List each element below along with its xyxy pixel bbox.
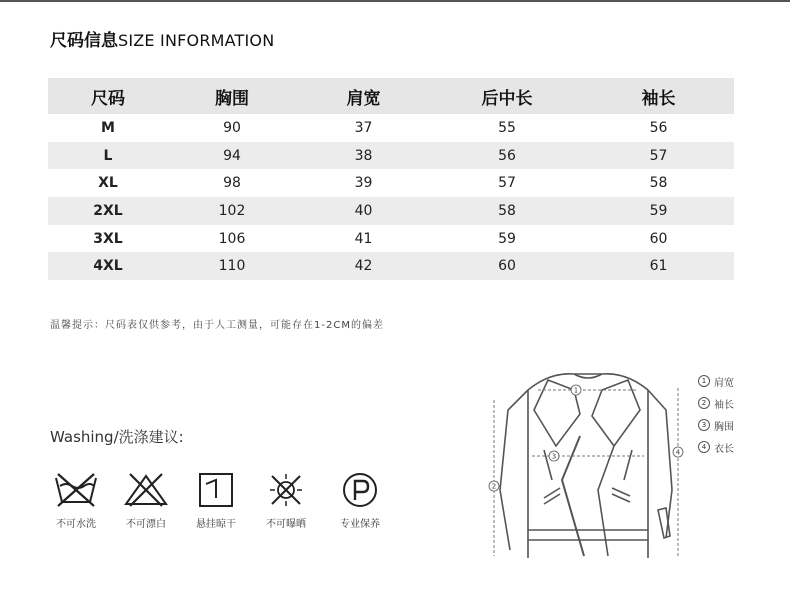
header-size: 尺码 xyxy=(91,88,125,109)
legend-item xyxy=(698,436,734,458)
table-row xyxy=(48,197,734,225)
cell-shoulder: 41 xyxy=(354,230,373,247)
legend-num: 2 xyxy=(698,397,710,409)
top-border-line xyxy=(0,0,790,2)
no-wash-icon xyxy=(52,470,100,510)
cell-size: XL xyxy=(98,175,118,192)
legend-item xyxy=(698,370,734,392)
header-back-length: 后中长 xyxy=(481,88,533,109)
jacket-diagram xyxy=(488,360,688,560)
marker-3: 3 xyxy=(551,452,557,461)
table-row xyxy=(48,169,734,197)
table-row xyxy=(48,142,734,170)
diagram-legend xyxy=(698,370,734,458)
title-en: SIZE INFORMATION xyxy=(118,31,275,50)
wash-label: 专业保养 xyxy=(340,519,380,530)
cell-sleeve: 61 xyxy=(649,258,668,275)
cell-sleeve: 59 xyxy=(649,202,668,219)
legend-label: 胸围 xyxy=(714,421,734,433)
legend-label: 袖长 xyxy=(714,399,734,411)
cell-size: 4XL xyxy=(93,258,123,275)
marker-4: 4 xyxy=(675,448,681,457)
cell-chest: 106 xyxy=(218,230,246,247)
cell-back-length: 57 xyxy=(498,175,516,192)
cell-back-length: 58 xyxy=(498,202,516,219)
washing-title: Washing/洗涤建议: xyxy=(50,428,184,446)
legend-label: 肩宽 xyxy=(714,377,734,389)
cell-back-length: 60 xyxy=(498,258,516,275)
cell-chest: 94 xyxy=(223,147,241,164)
wash-item-no-bleach xyxy=(114,470,178,530)
legend-label: 衣长 xyxy=(714,443,734,455)
cell-back-length: 59 xyxy=(498,230,516,247)
cell-back-length: 56 xyxy=(498,147,516,164)
wash-label: 不可漂白 xyxy=(126,519,166,530)
cell-sleeve: 57 xyxy=(649,147,668,164)
wash-item-no-wash xyxy=(44,470,108,530)
table-row xyxy=(48,225,734,253)
wash-label: 悬挂晾干 xyxy=(196,519,236,530)
professional-care-icon xyxy=(336,470,384,510)
title-cn: 尺码信息 xyxy=(50,31,118,51)
cell-size: 2XL xyxy=(93,202,123,219)
legend-item xyxy=(698,392,734,414)
table-row xyxy=(48,114,734,142)
cell-chest: 102 xyxy=(218,202,246,219)
header-chest: 胸围 xyxy=(215,88,249,109)
wash-item-no-sun xyxy=(254,470,318,530)
cell-back-length: 55 xyxy=(498,119,516,136)
marker-2: 2 xyxy=(491,482,497,491)
wash-label: 不可水洗 xyxy=(56,519,96,530)
legend-item xyxy=(698,414,734,436)
cell-chest: 110 xyxy=(218,258,246,275)
cell-sleeve: 56 xyxy=(649,119,668,136)
washing-icons xyxy=(44,470,404,540)
legend-num: 1 xyxy=(698,375,710,387)
no-sun-dry-icon xyxy=(262,470,310,510)
size-table xyxy=(48,78,734,280)
cell-chest: 90 xyxy=(223,119,241,136)
header-sleeve: 袖长 xyxy=(641,88,676,109)
no-bleach-icon xyxy=(122,470,170,510)
cell-sleeve: 58 xyxy=(649,175,668,192)
cell-shoulder: 39 xyxy=(354,175,373,192)
wash-label: 不可曝晒 xyxy=(266,519,306,530)
header-shoulder: 肩宽 xyxy=(346,88,381,109)
legend-num: 3 xyxy=(698,419,710,431)
cell-sleeve: 60 xyxy=(649,230,668,247)
cell-shoulder: 38 xyxy=(354,147,373,164)
marker-1: 1 xyxy=(573,386,579,395)
cell-shoulder: 40 xyxy=(354,202,373,219)
cell-chest: 98 xyxy=(223,175,241,192)
cell-shoulder: 37 xyxy=(354,119,373,136)
wash-item-hang-dry xyxy=(184,470,248,530)
cell-size: L xyxy=(103,147,113,164)
table-header-row xyxy=(48,78,734,114)
wash-item-professional xyxy=(328,470,392,530)
hang-dry-icon xyxy=(192,470,240,510)
legend-num: 4 xyxy=(698,441,710,453)
size-tip-note: 温馨提示：尺码表仅供参考，由于人工测量，可能存在1-2CM的偏差 xyxy=(50,320,384,331)
table-row xyxy=(48,252,734,280)
cell-shoulder: 42 xyxy=(354,258,373,275)
cell-size: 3XL xyxy=(93,230,123,247)
page-title xyxy=(50,26,274,51)
cell-size: M xyxy=(101,119,115,136)
